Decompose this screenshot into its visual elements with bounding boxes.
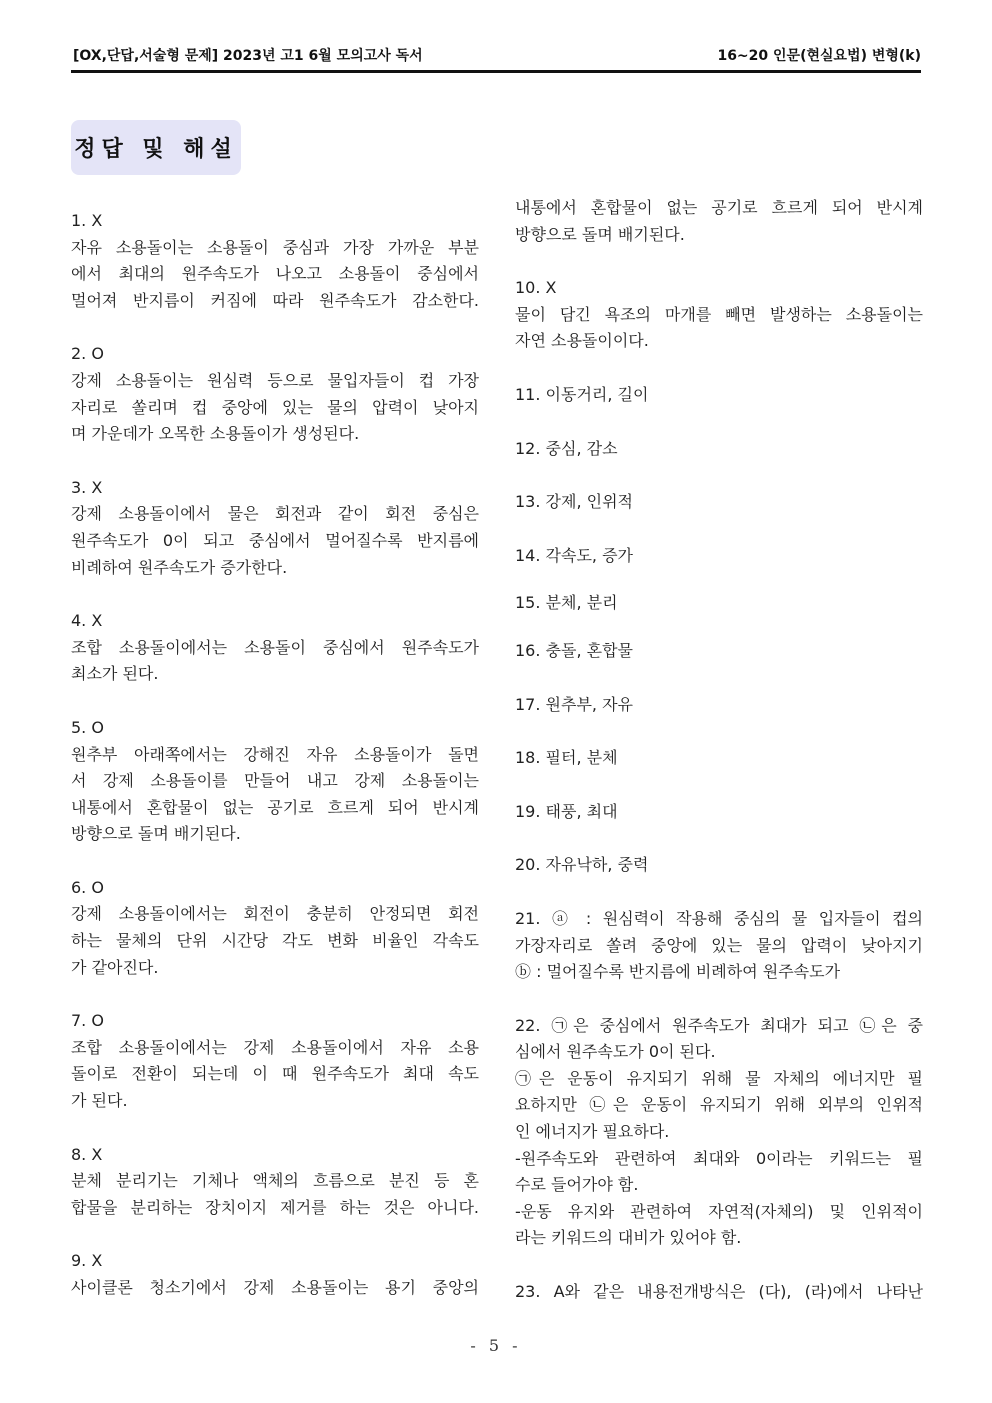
answer-text-line: 가 같아진다. [71, 957, 159, 977]
answer-heading-line: 12. 중심, 감소 [515, 438, 618, 458]
answer-heading-line: 22. ㉠은 중심에서 원주속도가 최대가 되고 ㉡은 중 [515, 1015, 923, 1035]
answer-item [515, 436, 923, 463]
answer-text-line: 합물을 분리하는 장치이지 제거를 하는 것은 아니다. [71, 1197, 479, 1217]
answer-heading-line: 2. O [71, 344, 104, 364]
answer-item [515, 1013, 923, 1252]
answer-text-line: 비례하여 원주속도가 증가한다. [71, 557, 288, 577]
answer-text-line: 최소가 된다. [71, 664, 159, 684]
answer-heading-line: 23. A와 같은 내용전개방식은 (다), (라)에서 나타난 [515, 1282, 923, 1302]
answer-heading-line: 17. 원추부, 자유 [515, 694, 633, 714]
answer-heading-line: 6. O [71, 877, 104, 897]
answer-text-line: 멀어져 반지름이 커짐에 따라 원주속도가 감소한다. [71, 290, 479, 310]
answer-text-line: 가 된다. [71, 1091, 128, 1111]
answer-heading-line: 10. X [515, 278, 557, 298]
answer-item [515, 382, 923, 409]
answer-item [515, 489, 923, 516]
answer-item [71, 608, 479, 688]
answer-item [71, 1008, 479, 1114]
right-column [515, 195, 923, 1333]
answer-text-line: 자리로 쏠리며 컵 중앙에 있는 물의 압력이 낮아지 [71, 397, 479, 417]
answer-heading-line: 4. X [71, 611, 103, 631]
answer-text-line: 사이클론 청소기에서 강제 소용돌이는 용기 중앙의 [71, 1278, 479, 1297]
answer-item [515, 590, 923, 617]
answer-item [71, 1142, 479, 1222]
answer-title: 정답 및 해설 [74, 137, 238, 162]
answer-item [515, 906, 923, 986]
header-section-title: 16~20 인문(현실요법) 변형(k) [717, 48, 921, 64]
answer-heading-line: 5. O [71, 717, 104, 737]
answer-text-line: 방향으로 돌며 배기된다. [515, 224, 685, 244]
answer-item [515, 275, 923, 355]
answer-text-line: 강제 소용돌이에서 물은 회전과 같이 회전 중심은 [71, 504, 479, 524]
answer-text-line: ㉠은 운동이 유지되기 위해 물 자체의 에너지만 필 [515, 1068, 923, 1088]
answer-item [71, 875, 479, 981]
answer-heading-line: 16. 충돌, 혼합물 [515, 640, 633, 660]
answer-item [71, 208, 479, 314]
answer-item [515, 692, 923, 719]
answer-heading-line: 내통에서 혼합물이 없는 공기로 흐르게 되어 반시계 [515, 198, 923, 217]
answer-item [71, 475, 479, 581]
answer-item [71, 341, 479, 447]
answer-text-line: 인 에너지가 필요하다. [515, 1122, 670, 1142]
answer-text-line: 서 강제 소용돌이를 만들어 내고 강제 소용돌이는 [71, 771, 479, 791]
left-column [71, 208, 479, 1329]
answer-text-line: -원주속도와 관련하여 최대와 0이라는 키워드는 필 [515, 1148, 923, 1168]
answer-text-line: 방향으로 돌며 배기된다. [71, 824, 241, 844]
answer-text-line: 강제 소용돌이는 원심력 등으로 물입자들이 컵 가장 [71, 370, 479, 390]
answer-heading-line: 13. 강제, 인위적 [515, 492, 633, 512]
page-header [71, 40, 921, 73]
answer-heading-line: 19. 태풍, 최대 [515, 801, 618, 821]
answer-heading-line: 8. X [71, 1144, 103, 1164]
answer-item [515, 745, 923, 772]
answer-text-line: 분체 분리기는 기체나 액체의 흐름으로 분진 등 혼 [71, 1171, 479, 1191]
answer-heading-line: 7. O [71, 1011, 104, 1031]
answer-item [71, 715, 479, 848]
answer-heading-line: 14. 각속도, 증가 [515, 545, 633, 565]
answer-item [515, 638, 923, 665]
answer-heading-line: 15. 분체, 분리 [515, 593, 618, 613]
answer-text-line: 자연 소용돌이이다. [515, 331, 649, 351]
answer-text-line: 에서 최대의 원주속도가 나오고 소용돌이 중심에서 [71, 264, 479, 284]
answer-text-line: ⓑ : 멀어질수록 반지름에 비례하여 원주속도가 [515, 962, 841, 982]
answer-heading-line: 3. X [71, 477, 103, 497]
answer-text-line: 며 가운데가 오목한 소용돌이가 생성된다. [71, 424, 360, 444]
answer-heading-line: 9. X [71, 1251, 103, 1271]
answer-text-line: 물이 담긴 욕조의 마개를 빼면 발생하는 소용돌이는 [515, 304, 923, 324]
answer-text-line: -운동 유지와 관련하여 자연적(자체의) 및 인위적이 [515, 1201, 923, 1221]
answer-heading-line: 1. X [71, 211, 103, 230]
answer-text-line: 자유 소용돌이는 소용돌이 중심과 가장 가까운 부분 [71, 237, 479, 257]
answer-item [515, 195, 923, 248]
page-number: - 5 - [470, 1336, 522, 1355]
answer-text-line: 내통에서 혼합물이 없는 공기로 흐르게 되어 반시계 [71, 797, 479, 817]
answer-heading-line: 21. ⓐ : 원심력이 작용해 중심의 물 입자들이 컵의 [515, 908, 923, 928]
answer-item [71, 1248, 479, 1301]
answer-heading-line: 11. 이동거리, 길이 [515, 384, 649, 404]
answer-item [515, 1279, 923, 1306]
answer-text-line: 강제 소용돌이에서는 회전이 충분히 안정되면 회전 [71, 904, 479, 924]
answer-text-line: 라는 키워드의 대비가 있어야 함. [515, 1228, 742, 1248]
answer-item [515, 799, 923, 826]
answer-title-box [71, 120, 241, 175]
answer-text-line: 원주속도가 0이 되고 중심에서 멀어질수록 반지름에 [71, 530, 479, 550]
answer-item [515, 543, 923, 570]
answer-item [515, 852, 923, 879]
answer-text-line: 돌이로 전환이 되는데 이 때 원주속도가 최대 속도 [71, 1064, 479, 1084]
answer-text-line: 조합 소용돌이에서는 강제 소용돌이에서 자유 소용 [71, 1037, 479, 1057]
answer-text-line: 가장자리로 쏠려 중앙에 있는 물의 압력이 낮아지기 [515, 935, 923, 955]
answer-heading-line: 18. 필터, 분체 [515, 748, 618, 768]
answer-text-line: 하는 물체의 단위 시간당 각도 변화 비율인 각속도 [71, 931, 479, 951]
answer-text-line: 수로 들어가야 함. [515, 1175, 639, 1195]
answer-text-line: 원추부 아래쪽에서는 강해진 자유 소용돌이가 돌면 [71, 744, 479, 764]
answer-text-line: 조합 소용돌이에서는 소용돌이 중심에서 원주속도가 [71, 637, 479, 657]
answer-text-line: 심에서 원주속도가 0이 된다. [515, 1042, 716, 1062]
answer-text-line: 요하지만 ㉡은 운동이 유지되기 위해 외부의 인위적 [515, 1095, 923, 1115]
header-exam-title: [OX,단답,서술형 문제] 2023년 고1 6월 모의고사 독서 [73, 48, 423, 64]
answer-heading-line: 20. 자유낙하, 중력 [515, 855, 649, 875]
